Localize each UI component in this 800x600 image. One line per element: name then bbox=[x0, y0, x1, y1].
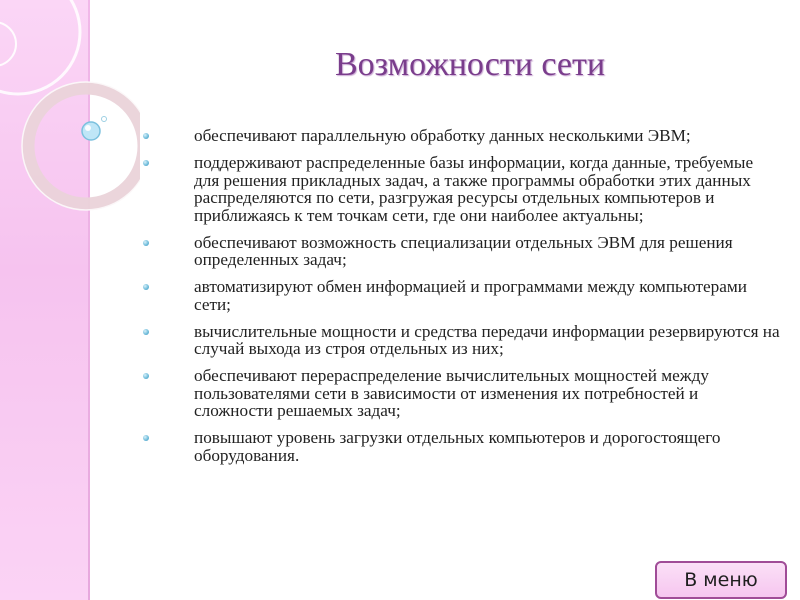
list-item-text: обеспечивают перераспределение вычислительных мощностей между пользователями сети в зависимости от изменения их потребностей и сложности решаемых задач; bbox=[194, 366, 709, 420]
bullet-icon bbox=[143, 284, 149, 290]
bullet-icon bbox=[143, 240, 149, 246]
side-panel-edge bbox=[88, 0, 90, 600]
list-item bbox=[140, 429, 780, 464]
list-item-text: повышают уровень загрузки отдельных компьютеров и дорогостоящего оборудования. bbox=[194, 428, 721, 465]
menu-button-label: В меню bbox=[684, 569, 758, 591]
list-item-text: автоматизируют обмен информацией и программами между компьютерами сети; bbox=[194, 277, 747, 314]
bullet-icon bbox=[143, 373, 149, 379]
list-item bbox=[140, 234, 780, 269]
list-item-text: вычислительные мощности и средства передачи информации резервируются на случай выхода из строя отдельных из них; bbox=[194, 321, 780, 358]
list-item bbox=[140, 323, 780, 358]
slide-title: Возможности сети bbox=[334, 46, 606, 83]
list-item-text: обеспечивают параллельную обработку данных несколькими ЭВМ; bbox=[194, 126, 691, 145]
list-item bbox=[140, 127, 780, 145]
bullet-icon bbox=[143, 160, 149, 166]
list-item-text: поддерживают распределенные базы информации, когда данные, требуемые для решения прикладных задач, а также программы обработки этих данных распределяются по сети, разгружая ресурсы отдельных компьютеров и приближаясь к тем точкам сети, где они наиболее актуальны; bbox=[194, 153, 754, 225]
list-item-text: обеспечивают возможность специализации отдельных ЭВМ для решения определенных задач; bbox=[194, 232, 733, 269]
list-item bbox=[140, 367, 780, 420]
list-item bbox=[140, 154, 780, 224]
menu-button[interactable] bbox=[655, 561, 787, 599]
bullet-list bbox=[140, 127, 780, 474]
side-panel bbox=[0, 0, 88, 600]
bullet-icon bbox=[143, 435, 149, 441]
decorative-bubble-small bbox=[102, 117, 107, 122]
list-item bbox=[140, 278, 780, 313]
bullet-icon bbox=[143, 329, 149, 335]
bullet-icon bbox=[143, 133, 149, 139]
